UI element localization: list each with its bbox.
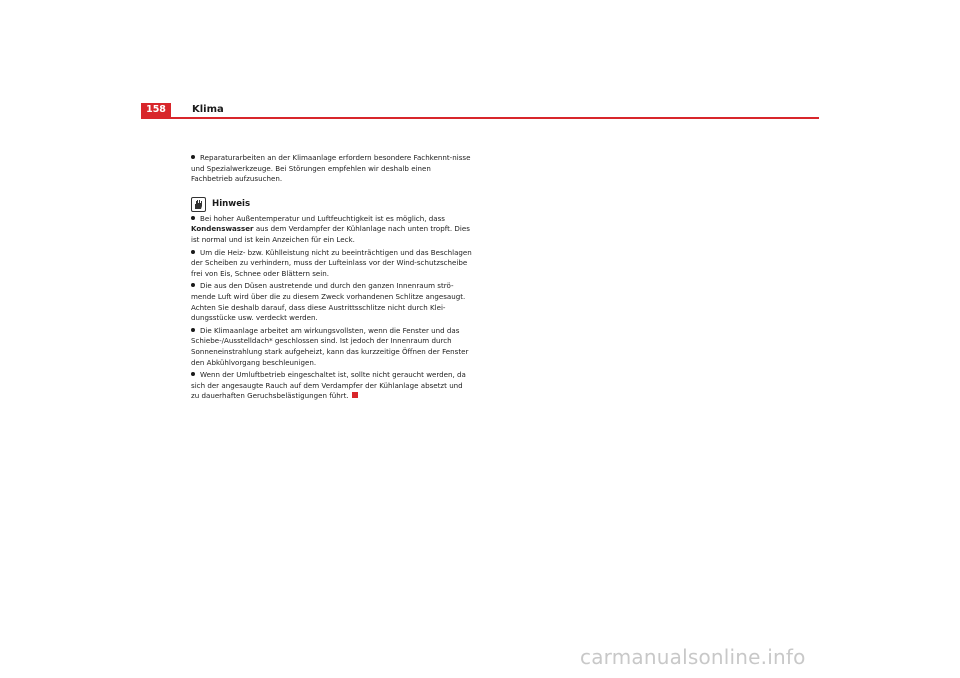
note-item-4 (191, 326, 473, 368)
bullet-icon (191, 216, 195, 220)
bullet-icon (191, 328, 195, 332)
note-item-2-text: Um die Heiz- bzw. Kühlleistung nicht zu beeinträchtigen und das Beschlagen der Scheiben zu verhindern, muss der Lufteinlass vor der Wind-schutzscheibe frei von Eis, Schnee oder Blättern sein. (191, 247, 472, 278)
bullet-icon (191, 283, 195, 287)
note-item-2 (191, 248, 473, 280)
section-end-marker (352, 392, 358, 398)
note-item-5 (191, 370, 473, 402)
bullet-icon (191, 250, 195, 254)
header-divider (141, 117, 819, 119)
note-item-3 (191, 281, 473, 323)
note-item-3-text: Die aus den Düsen austretende und durch den ganzen Innenraum strö-mende Luft wird über die zu diesem Zweck vorhandenen Schlitze angesaugt. Achten Sie deshalb darauf, dass diese Austrittsschlitze nicht durch Klei-dungsstücke usw. verdeckt werden. (191, 281, 466, 323)
page-number: 158 (141, 103, 171, 117)
note-title: Hinweis (212, 199, 251, 210)
note-item-5-text: Wenn der Umluftbetrieb eingeschaltet ist, sollte nicht geraucht werden, da sich der angesaugte Rauch auf dem Verdampfer der Kühlanlage absetzt und zu dauerhaften Geruchsbelästigungen führt. (191, 370, 466, 401)
page-title: Klima (192, 104, 224, 115)
note-item-1-suffix: aus dem Verdampfer der Kühlanlage nach unten tropft. Dies ist normal und ist kein Anzeichen für ein Leck. (191, 224, 470, 244)
note-item-1-bold: Kondenswasser (191, 224, 254, 234)
intro-paragraph (191, 153, 473, 185)
note-item-4-text: Die Klimaanlage arbeitet am wirkungsvollsten, wenn die Fenster und das Schiebe-/Ausstelldach* geschlossen sind. Ist jedoch der Innenraum durch Sonneneinstrahlung stark aufgeheizt, kann das kurzzeitige Öffnen der Fenster den Abkühlvorgang beschleunigen. (191, 325, 469, 367)
watermark: carmanualsonline.info (580, 645, 806, 669)
main-content (191, 153, 473, 404)
intro-text: Reparaturarbeiten an der Klimaanlage erfordern besondere Fachkennt-nisse und Spezialwerkzeuge. Bei Störungen empfehlen wir deshalb einen Fachbetrieb aufzusuchen. (191, 153, 471, 184)
bullet-icon (191, 155, 195, 159)
note-hand-icon (191, 197, 206, 212)
bullet-icon (191, 372, 195, 376)
note-item-1 (191, 214, 473, 246)
note-item-1-prefix: Bei hoher Außentemperatur und Luftfeuchtigkeit ist es möglich, dass (200, 213, 445, 223)
note-heading (191, 197, 473, 212)
